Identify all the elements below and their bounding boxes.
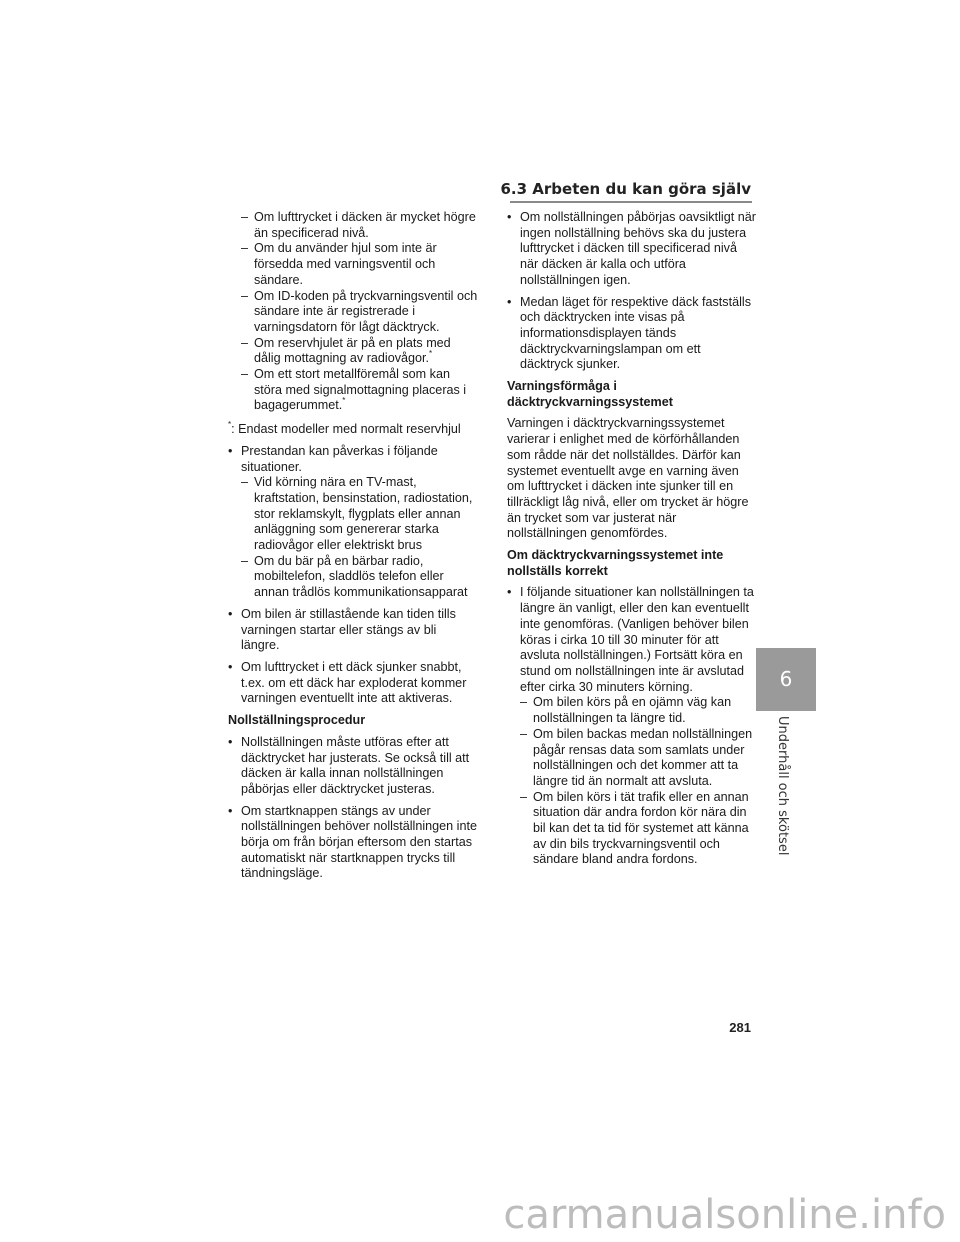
bullet-mark: • (228, 443, 233, 458)
dash-item (507, 790, 757, 869)
dash-mark: – (520, 695, 528, 710)
header-rule (510, 201, 752, 203)
dash-mark: – (241, 335, 249, 350)
dash-text: Om reservhjulet är på en plats med dålig mottagning av radiovågor. (254, 335, 451, 366)
dash-text: Om lufttrycket i däcken är mycket högre än specificerad nivå. (254, 210, 476, 240)
bullet-item (228, 607, 478, 654)
bullet-text: Medan läget för respektive däck fastställs och däcktrycken inte visas på informationsdisplayen tänds däcktryckvarningslampan om ett däcktryck sjunker. (520, 294, 751, 372)
dash-mark: – (241, 288, 249, 303)
bullet-item (507, 585, 757, 695)
dash-item (228, 289, 478, 336)
heading-varningsformaga: Varningsförmåga i däcktryckvarningssystemet (507, 379, 673, 409)
dash-text: Om du använder hjul som inte är försedda med varningsventil och sändare. (254, 241, 437, 287)
bullet-mark: • (228, 606, 233, 621)
dash-mark: – (241, 553, 249, 568)
dash-mark: – (241, 367, 249, 382)
dash-text: Om bilen körs i tät trafik eller en annan situation där andra fordon kör nära din bil kan det ta tid för systemet att känna av din bils tryckvarningsventil och sändare bland andra fordons. (533, 789, 749, 867)
dash-text: Om ett stort metallföremål som kan störa med signalmottagning placeras i bagagerummet. (254, 367, 467, 413)
dash-item (507, 695, 757, 726)
dash-mark: – (520, 726, 528, 741)
bullet-item (228, 660, 478, 707)
footnote (228, 422, 478, 438)
dash-text: Om bilen backas medan nollställningen pågår rensas data som samlats under nollställningen och det kommer att ta längre tid än normalt att avsluta. (533, 726, 753, 788)
bullet-text: Om lufttrycket i ett däck sjunker snabbt, t.ex. om ett däck har exploderat kommer varningen eventuellt inte att aktiveras. (241, 659, 467, 706)
bullet-mark: • (507, 210, 512, 224)
right-column (507, 210, 757, 868)
dash-text: Om bilen körs på en ojämn väg kan nollställningen ta längre tid. (533, 695, 732, 726)
footnote-marker: * (429, 349, 433, 359)
bullet-mark: • (228, 734, 233, 749)
dash-mark: – (241, 210, 249, 224)
bullet-text: Nollställningen måste utföras efter att däcktrycket har justerats. Se också till att däcken är kalla innan nollställningen påbörjas eller däcktrycket justeras. (241, 734, 470, 796)
dash-item (228, 367, 478, 414)
page-number: 281 (729, 1020, 751, 1035)
chapter-side-label: Underhåll och skötsel (775, 716, 790, 856)
bullet-item (228, 804, 478, 883)
footnote-marker: * (228, 420, 232, 430)
bullet-mark: • (228, 659, 233, 674)
bullet-mark: • (228, 803, 233, 818)
bullet-item (507, 295, 757, 374)
dash-mark: – (241, 475, 249, 490)
bullet-item (507, 210, 757, 289)
bullet-item (228, 735, 478, 798)
bullet-item (228, 444, 478, 475)
bullet-mark: • (507, 585, 512, 600)
bullet-text: Om bilen är stillastående kan tiden tills varningen startar eller stängs av bli längre. (241, 606, 456, 653)
dash-item (507, 727, 757, 790)
bullet-text: Prestandan kan påverkas i följande situationer. (241, 443, 438, 474)
dash-item (228, 336, 478, 367)
bullet-text: Om nollställningen påbörjas oavsiktligt när ingen nollställning behövs ska du justera lufttrycket i däcken till specificerad nivå när däcken är kalla och utföra nollställningen igen. (520, 210, 756, 287)
dash-mark: – (520, 789, 528, 804)
bullet-text: Om startknappen stängs av under nollställningen behöver nollställningen inte börja om från början eftersom den startas automatiskt när startknappen trycks till tändningsläge. (241, 803, 477, 881)
heading-nollstalls-korrekt: Om däcktryckvarningssystemet inte nollställs korrekt (507, 548, 724, 578)
bullet-text: I följande situationer kan nollställningen ta längre än vanligt, eller den kan eventuellt inte genomföras. (Vanligen behöver bilen köras i cirka 10 till 30 minuter för att avsluta nollställningen.) Fortsätt köra en stund om nollställningen inte är avslutad efter cirka 30 minuters körning. (520, 585, 754, 694)
dash-text: Vid körning nära en TV-mast, kraftstation, bensinstation, radiostation, stor reklamskylt, flygplats eller annan anläggning som genererar starka radiovågor eller elektriskt brus (254, 475, 473, 553)
dash-item (228, 210, 478, 241)
dash-item (228, 241, 478, 288)
dash-text: Om du bär på en bärbar radio, mobiltelefon, sladdlös telefon eller annan trådlös kommunikationsapparat (254, 553, 468, 600)
dash-text: Om ID-koden på tryckvarningsventil och sändare inte är registrerade i varningsdatorn för lågt däcktryck. (254, 288, 478, 334)
bullet-mark: • (507, 294, 512, 309)
paragraph-varning: Varningen i däcktryckvarningssystemet varierar i enlighet med de körförhållanden som rådde när det nollställdes. Därför kan systemet eventuellt avge en varning även om lufttrycket i däcken inte sjunker till en tillräckligt låg nivå, eller om trycket är högre än trycket som var justerat när nollställningen genomfördes. (507, 416, 749, 541)
footnote-marker: * (342, 396, 346, 406)
dash-item (228, 475, 478, 554)
dash-item (228, 554, 478, 601)
watermark: carmanualsonline.info (503, 1192, 946, 1238)
footnote-text: : Endast modeller med normalt reservhjul (231, 422, 461, 437)
section-title: 6.3 Arbeten du kan göra själv (500, 180, 751, 198)
chapter-tab: 6 (756, 648, 816, 711)
left-column (228, 210, 478, 888)
dash-mark: – (241, 241, 249, 256)
heading-nollstallning: Nollställningsprocedur (228, 713, 366, 728)
